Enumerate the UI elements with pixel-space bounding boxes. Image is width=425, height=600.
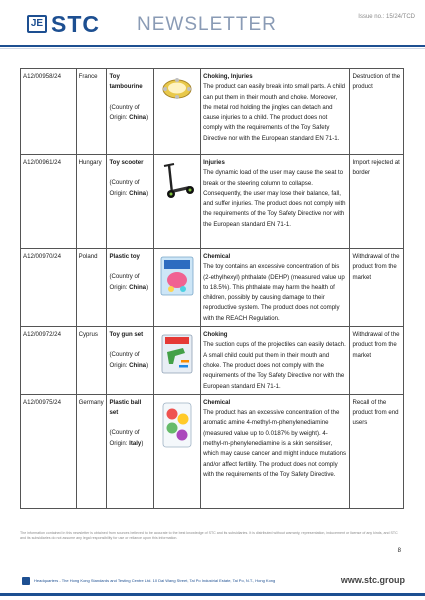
- risk-cell: [201, 69, 350, 155]
- reference-number: A12/00975/24: [21, 394, 77, 508]
- product-name: Toy scooter: [109, 159, 144, 166]
- measures-taken: Withdrawal of the product from the market: [350, 249, 404, 327]
- header-divider-light: [0, 48, 425, 49]
- product-name: Plastic toy: [109, 253, 140, 260]
- product-cell: Plastic ball set (Country of Origin: Italy): [107, 394, 153, 508]
- rapex-table: [20, 68, 404, 509]
- stc-logo-text: STC: [51, 11, 100, 37]
- risk-type: Chemical: [203, 253, 231, 260]
- footer-divider: [0, 593, 425, 596]
- notifying-country: Hungary: [76, 155, 107, 249]
- origin-country: Italy: [129, 439, 142, 447]
- risk-cell: [201, 249, 350, 327]
- origin-country: China: [129, 189, 147, 197]
- page-number: 8: [397, 548, 401, 554]
- product-cell: Plastic toy (Country of Origin: China): [107, 249, 153, 327]
- notifying-country: France: [76, 69, 107, 155]
- product-cell: Toy scooter (Country of Origin: China): [107, 155, 153, 249]
- risk-type: Choking, Injuries: [203, 73, 253, 80]
- origin-label: (Country of Origin:: [109, 103, 140, 121]
- measures-taken: Withdrawal of the product from the market: [350, 327, 404, 395]
- ball-set-photo: [160, 402, 194, 448]
- measures-taken: Recall of the product from end users: [350, 394, 404, 508]
- table-row: [21, 327, 404, 395]
- measures-taken: Import rejected at border: [350, 155, 404, 249]
- product-image-cell: [153, 394, 200, 508]
- footer-logo-icon: [22, 577, 30, 585]
- risk-type: Choking: [203, 331, 228, 339]
- reference-number: A12/00958/24: [21, 69, 77, 155]
- product-image-cell: [153, 327, 200, 395]
- measures-taken: Destruction of the product: [350, 69, 404, 155]
- origin-label: (Country of Origin:: [109, 429, 140, 447]
- risk-type: Injuries: [203, 159, 225, 166]
- product-image-cell: [153, 69, 200, 155]
- newsletter-header: [0, 0, 425, 46]
- origin-country: China: [129, 361, 147, 369]
- risk-description: The suction cups of the projectiles can easily detach. A small child could put them in their mouth and choke. The product does not comply with the requirements of the Toy Safety Directive nor with the European standard EN 71-1.: [203, 341, 346, 390]
- website-link[interactable]: www.stc.group: [340, 575, 405, 585]
- origin-label: (Country of Origin:: [109, 179, 140, 197]
- risk-description: The product has an excessive concentration of the aromatic amine 4-methyl-m-phenylenediamine (measured value up to 0.0187% by weight). 4-methyl-m-phenylenediamine is a skin sensitiser, which may cause cancer and might induce mutations and/or affect fertility. The product does not comply with the requirements of the Toy Safety Directive.: [203, 409, 347, 478]
- risk-cell: [201, 327, 350, 395]
- risk-cell: [201, 155, 350, 249]
- reference-number: A12/00972/24: [21, 327, 77, 395]
- origin-country: China: [129, 113, 147, 121]
- newsletter-title: NEWSLETTER: [137, 14, 277, 35]
- plastic-toy-photo: [160, 256, 194, 296]
- product-image-cell: [153, 249, 200, 327]
- risk-type: Chemical: [203, 398, 231, 406]
- product-name: Toy tambourine: [109, 73, 143, 91]
- tambourine-photo: [160, 76, 194, 100]
- origin-country: China: [129, 283, 147, 291]
- risk-description: The toy contains an excessive concentration of bis (2-ethylhexyl) phthalate (DEHP) (measured value up to 18.5%). This phthalate may harm the health of children, possibly by causing damage to their reproductive system. The product does not comply with the REACH Regulation.: [203, 263, 345, 322]
- table-row: [21, 69, 404, 155]
- header-divider: [0, 45, 425, 47]
- table-row: [21, 249, 404, 327]
- product-image-cell: [153, 155, 200, 249]
- scooter-photo: [159, 162, 195, 200]
- stc-logo-mark: JE: [27, 15, 47, 33]
- footer-address: Headquarters - The Hong Kong Standards and Testing Centre Ltd. 10 Dai Wang Street, Tai Po Industrial Estate, Tai Po, N.T., Hong Kong: [34, 578, 276, 583]
- risk-description: The product can easily break into small parts. A child can put them in their mouth and choke. Moreover, the metal rod holding the jingles can detach and cause injuries to a child. The product does not comply with the requirements of the Toy Safety Directive nor with the European standard EN 71-1.: [203, 83, 346, 142]
- issue-number: Issue no.: 15/24/TCD: [358, 14, 415, 20]
- notifying-country: Poland: [76, 249, 107, 327]
- risk-description: The dynamic load of the user may cause the seat to break or the steering column to collapse. Consequently, the user may lose their balance, fall, and suffer injuries. The product does not comply with the requirements of the Toy Safety Directive nor with the European standard EN 71-1.: [203, 169, 346, 228]
- table-row: [21, 394, 404, 508]
- gun-set-photo: [161, 334, 193, 374]
- notifying-country: Germany: [76, 394, 107, 508]
- product-cell: Toy tambourine (Country of Origin: China): [107, 69, 153, 155]
- product-cell: Toy gun set (Country of Origin: China): [107, 327, 153, 395]
- product-name: Toy gun set: [109, 331, 144, 339]
- disclaimer-text: The information contained in this newsletter is obtained from sources believed to be accurate to the best knowledge of STC and its subsidiaries. It is distributed without warranty, representation, inducement or license of any kinds, and STC and its subsidiaries do not assume any legal responsibility for use or reliance upon this information.: [20, 531, 398, 540]
- product-name: Plastic ball set: [109, 398, 142, 417]
- reference-number: A12/00961/24: [21, 155, 77, 249]
- origin-label: (Country of Origin:: [109, 273, 140, 291]
- table-row: [21, 155, 404, 249]
- risk-cell: [201, 394, 350, 508]
- reference-number: A12/00970/24: [21, 249, 77, 327]
- notifying-country: Cyprus: [76, 327, 107, 395]
- origin-label: (Country of Origin:: [109, 351, 140, 369]
